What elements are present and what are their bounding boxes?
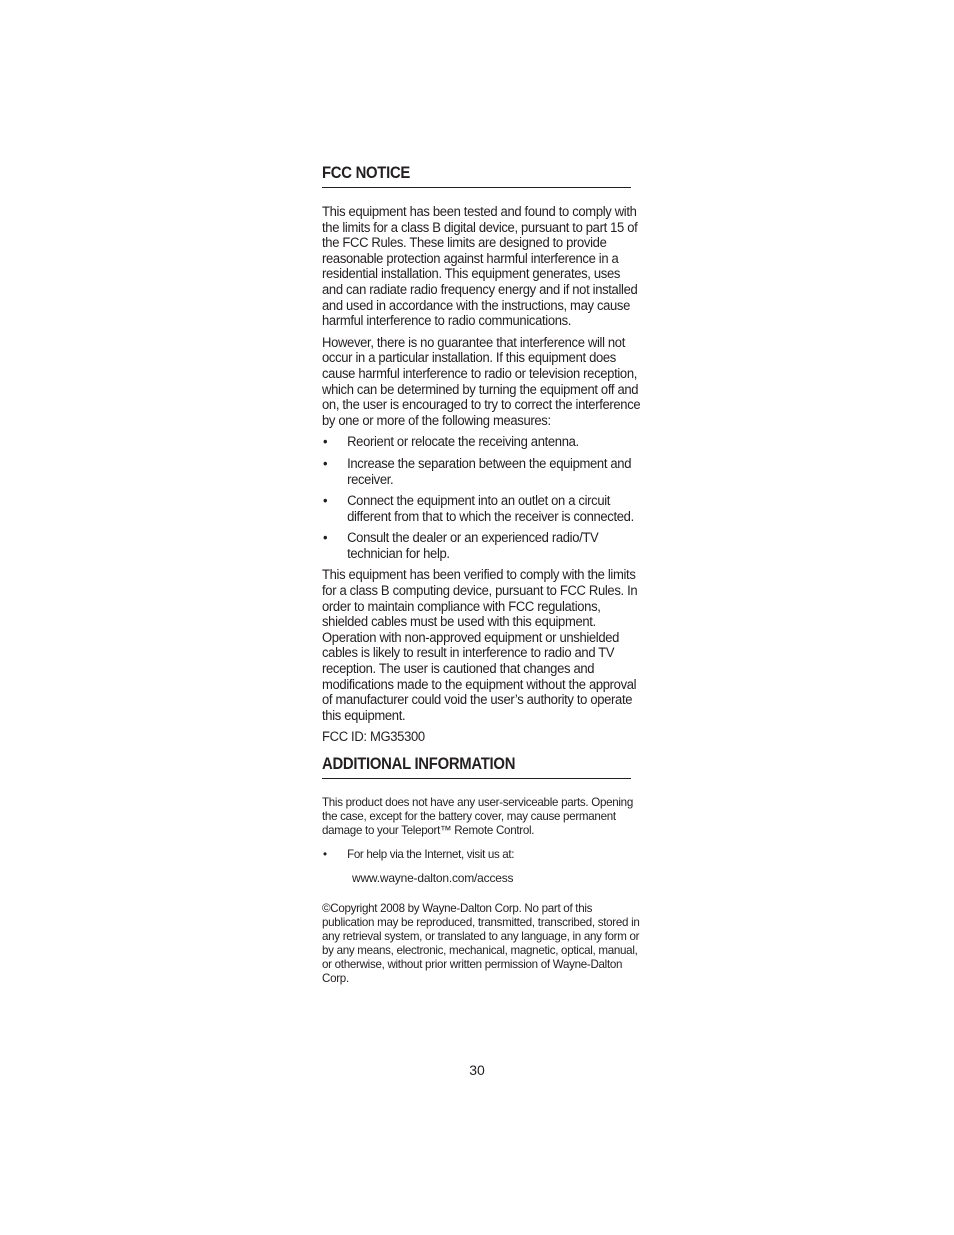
list-item [322, 493, 646, 524]
bullet-icon: • [322, 530, 328, 546]
fcc-paragraph-3: This equipment has been verified to comply with the limits for a class B computing device, pursuant to FCC Rules. In order to maintain compliance with FCC regulations, shielded cables must be used with this equipment. Operation with non-approved equipment or unshielded cables is likely to result in interference to radio and TV reception. The user is cautioned that changes and modifications made to the equipment without the approval of manufacturer could void the user’s authority to operate this equipment. [322, 567, 638, 723]
fcc-notice-section [322, 162, 646, 745]
fcc-paragraph-1: This equipment has been tested and found to comply with the limits for a class B digital device, pursuant to part 15 of the FCC Rules. These limits are designed to provide reasonable protection against harmful interference in a residential installation. This equipment generates, uses and can radiate radio frequency energy and if not installed and used in accordance with the instructions, may cause harmful interference to radio communications. [322, 204, 638, 329]
help-list [322, 847, 646, 861]
list-item [322, 847, 646, 861]
additional-information-heading: ADDITIONAL INFORMATION [322, 755, 516, 773]
list-item-text: Connect the equipment into an outlet on a circuit different from that to which the receiver is connected. [347, 493, 634, 524]
document-page [322, 162, 646, 995]
fcc-notice-heading: FCC NOTICE [322, 164, 411, 182]
list-item-text: Consult the dealer or an experienced radio/TV technician for help. [347, 530, 599, 561]
heading-rule [322, 778, 631, 779]
copyright-notice: ©Copyright 2008 by Wayne-Dalton Corp. No part of this publication may be reproduced, transmitted, transcribed, stored in any retrieval system, or translated to any language, in any form or by any means, electronic, mechanical, magnetic, optical, manual, or otherwise, without prior written permission of Wayne-Dalton Corp. [322, 901, 640, 985]
list-item-text: Reorient or relocate the receiving antenna. [347, 434, 579, 450]
heading-rule [322, 187, 631, 188]
list-item [322, 530, 646, 561]
fcc-paragraph-2: However, there is no guarantee that interference will not occur in a particular installation. If this equipment does cause harmful interference to radio or television reception, which can be determined by turning the equipment off and on, the user is encouraged to try to correct the interference by one or more of the following measures: [322, 334, 641, 428]
fcc-id: FCC ID: MG35300 [322, 729, 425, 745]
list-item-text: For help via the Internet, visit us at: [347, 847, 515, 861]
page-number: 30 [469, 1062, 485, 1078]
bullet-icon: • [322, 434, 328, 450]
list-item [322, 456, 646, 487]
list-item [322, 434, 646, 450]
additional-paragraph-1: This product does not have any user-serviceable parts. Opening the case, except for the battery cover, may cause permanent damage to your Teleport™ Remote Control. [322, 795, 633, 837]
bullet-icon: • [322, 847, 327, 861]
list-item-text: Increase the separation between the equipment and receiver. [347, 455, 632, 487]
additional-information-section [322, 753, 646, 985]
support-url: www.wayne-dalton.com/access [352, 871, 514, 885]
bullet-icon: • [322, 493, 328, 509]
bullet-icon: • [322, 455, 328, 471]
interference-measures-list [322, 434, 646, 561]
